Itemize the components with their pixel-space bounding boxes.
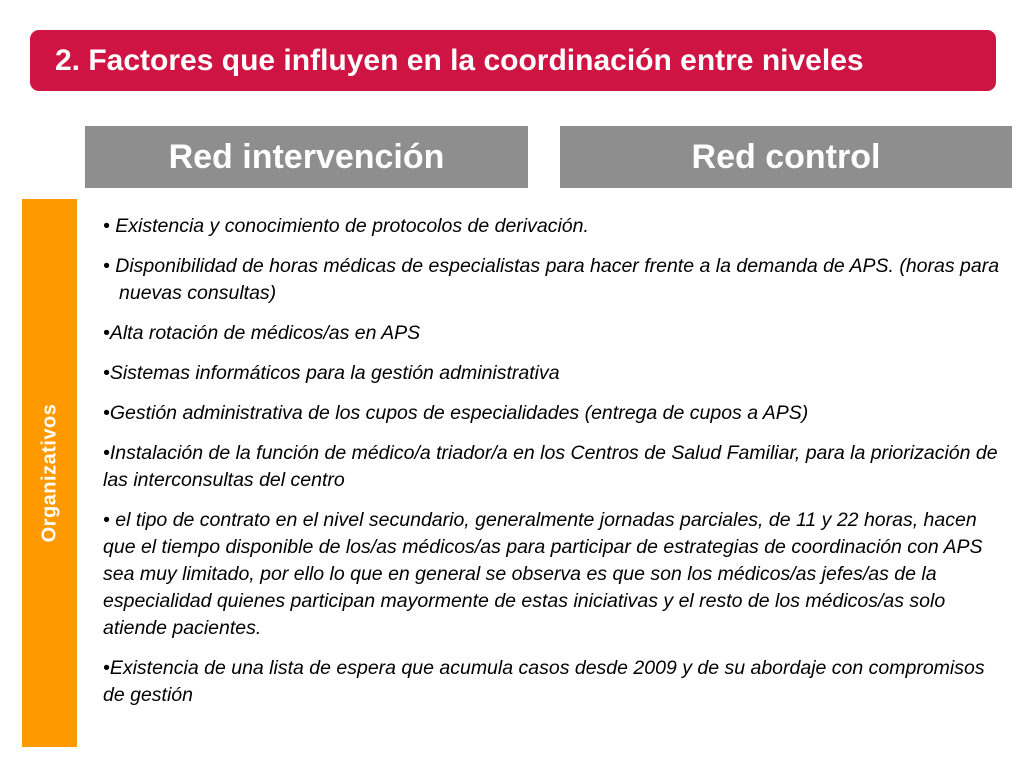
list-item: • Existencia y conocimiento de protocolos de derivación.	[103, 215, 589, 237]
side-label-bar	[22, 199, 77, 747]
list-item: •Instalación de la función de médico/a triador/a en los Centros de Salud Familiar, para la priorización de las interconsultas del centro	[103, 442, 998, 491]
list-item: •Existencia de una lista de espera que acumula casos desde 2009 y de su abordaje con compromisos de gestión	[103, 657, 985, 706]
list-item: •Alta rotación de médicos/as en APS	[103, 322, 421, 344]
factor-list	[103, 213, 1008, 722]
list-item: • el tipo de contrato en el nivel secundario, generalmente jornadas parciales, de 11 y 22 horas, hacen que el tiempo disponible de los/as médicos/as para participar de estrategias de coordinación con APS sea muy limitado, por ello lo que en general se observa es que son los médicos/as jefes/as de la especialidad quienes participan mayormente de estas iniciativas y el resto de los médicos/as solo atiende pacientes.	[103, 509, 983, 639]
title-bar	[30, 30, 996, 91]
column-header-red-intervencion: Red intervención	[85, 126, 528, 188]
list-item: • Disponibilidad de horas médicas de especialistas para hacer frente a la demanda de APS. (horas para nuevas consultas)	[103, 255, 1000, 304]
column-header-red-control: Red control	[560, 126, 1012, 188]
side-label-text: Organizativos	[38, 403, 60, 543]
page-title: 2. Factores que influyen en la coordinación entre niveles	[55, 43, 864, 77]
list-item: •Gestión administrativa de los cupos de especialidades (entrega de cupos a APS)	[103, 402, 809, 424]
list-item: •Sistemas informáticos para la gestión administrativa	[103, 362, 560, 384]
